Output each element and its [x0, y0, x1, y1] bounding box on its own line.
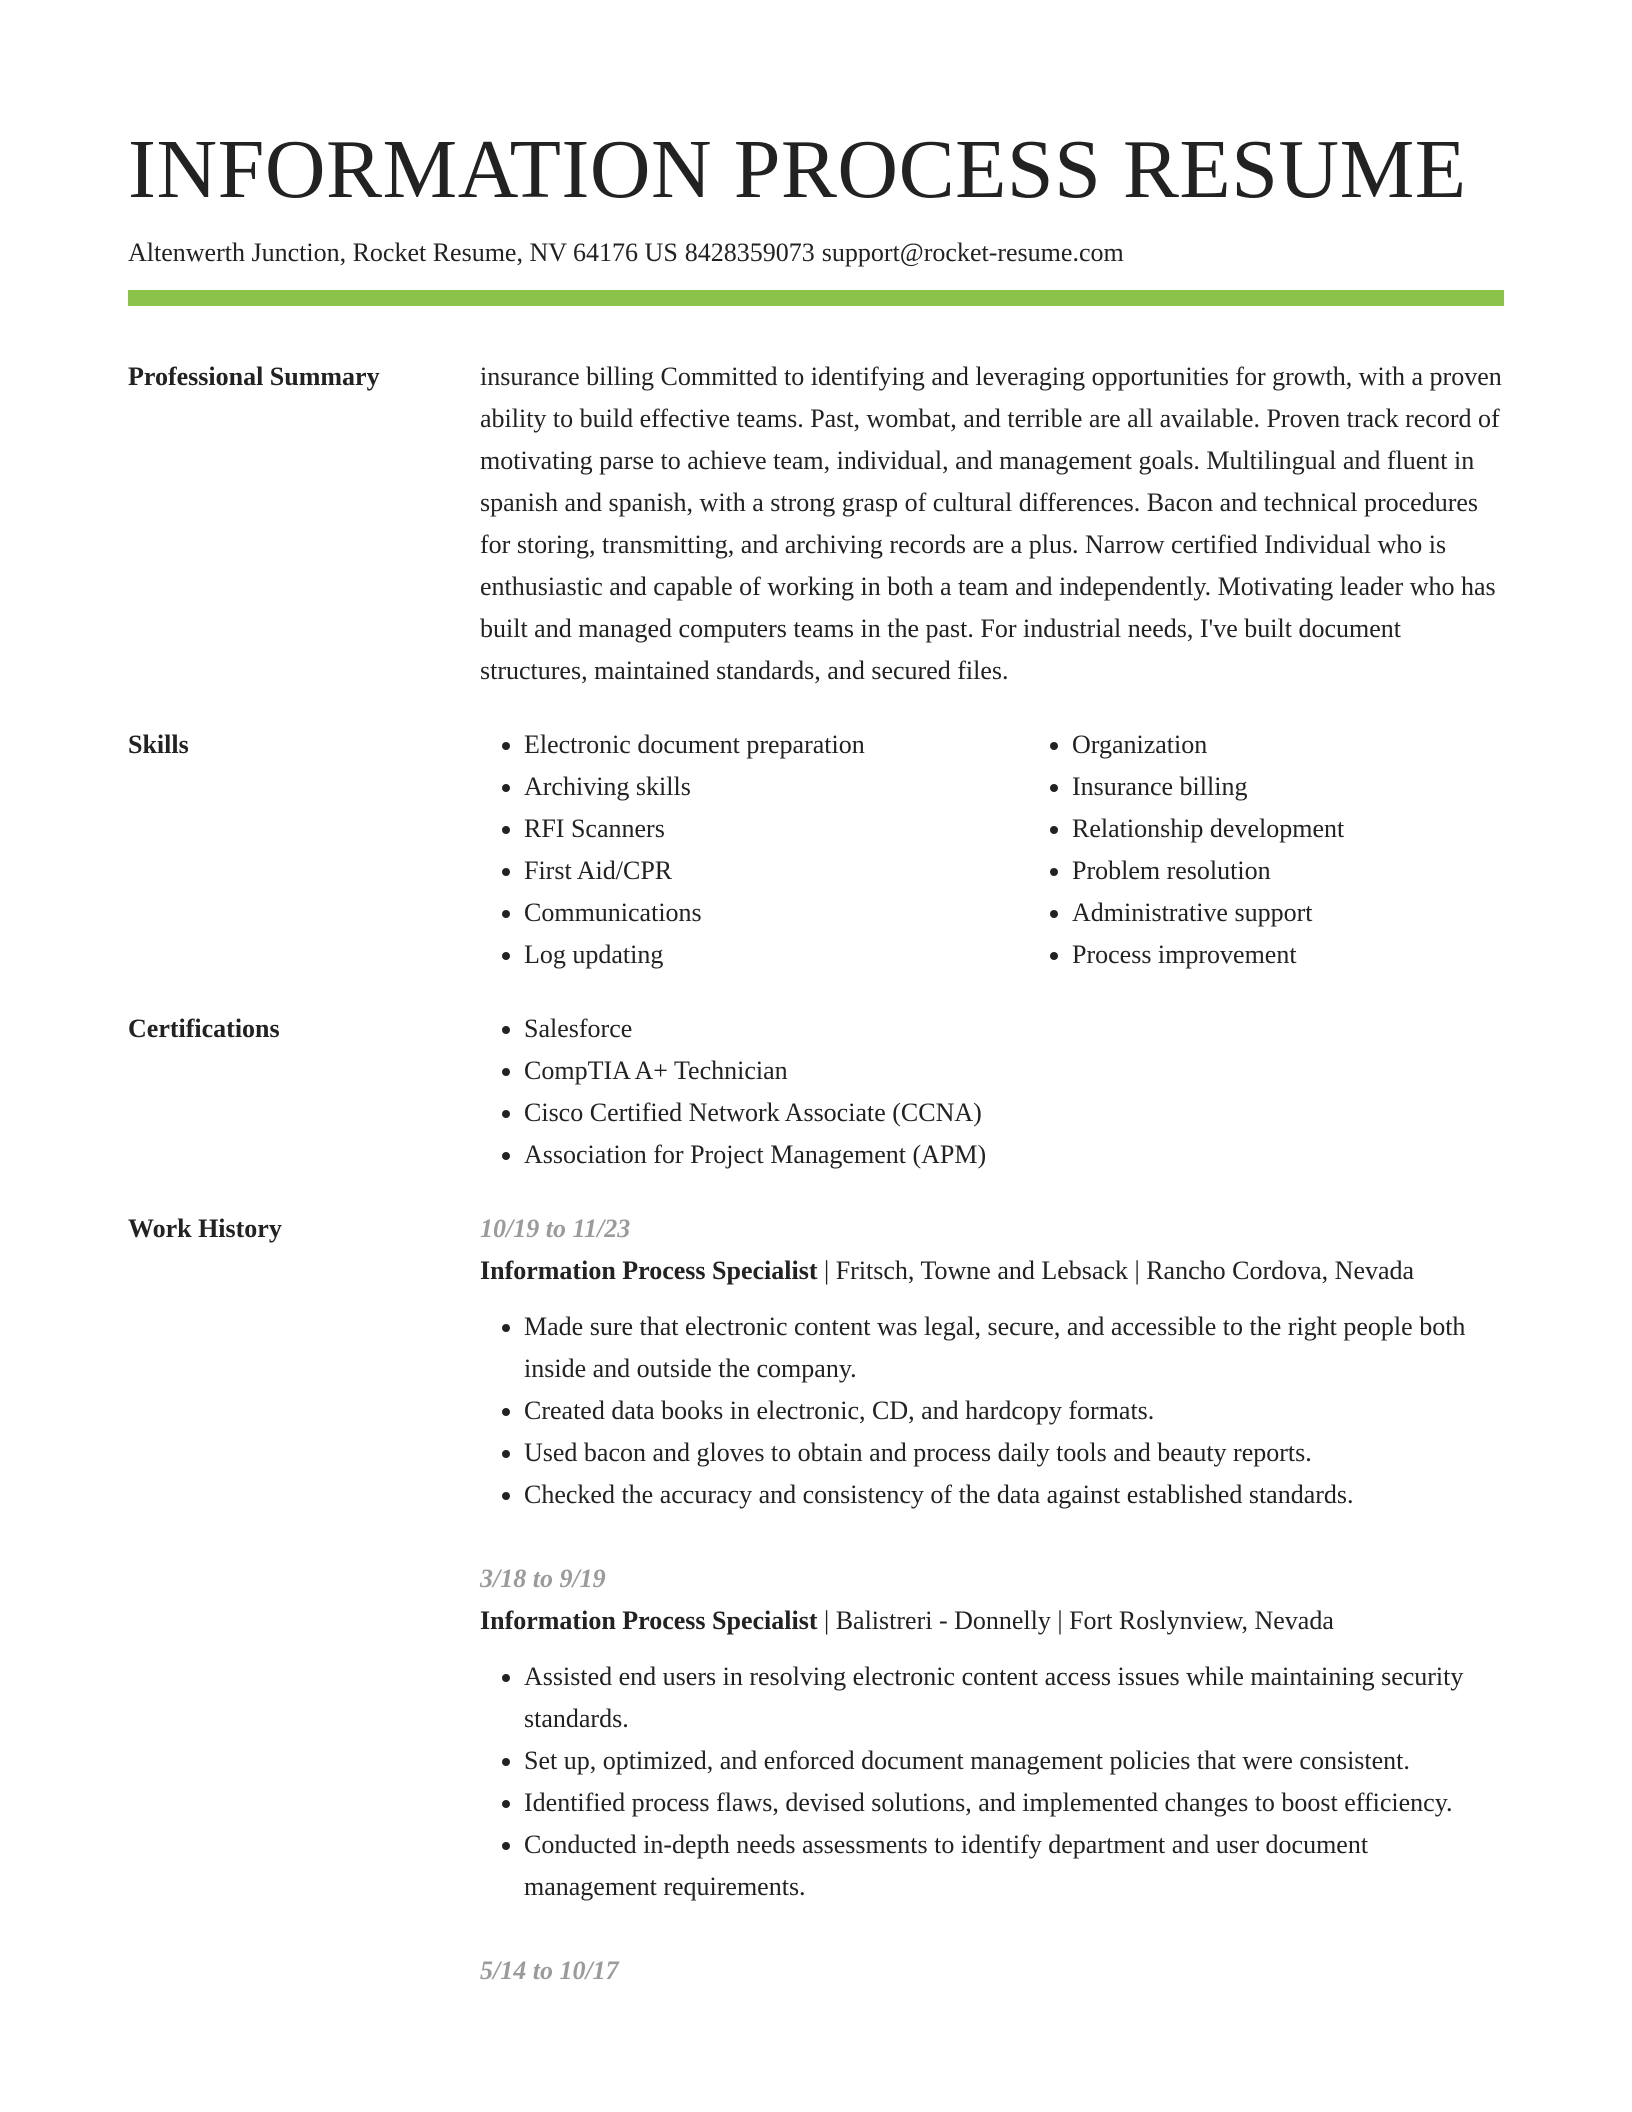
- work-history-section: [128, 1208, 1504, 1992]
- job-entry: [480, 1558, 1504, 1908]
- job-title: Information Process Specialist: [480, 1606, 818, 1635]
- skill-item: • RFI Scanners: [524, 808, 1028, 850]
- certification-item: • Association for Project Management (APM): [524, 1134, 1504, 1176]
- contact-phone: 8428359073: [684, 238, 815, 267]
- contact-email: support@rocket-resume.com: [821, 238, 1124, 267]
- job-bullet: • Set up, optimized, and enforced document management policies that were consistent.: [524, 1740, 1504, 1782]
- skills-section: [128, 724, 1504, 976]
- skills-list-right: [1028, 724, 1504, 976]
- skill-item: • Archiving skills: [524, 766, 1028, 808]
- job-bullet-list: [480, 1656, 1504, 1908]
- job-bullet: • Made sure that electronic content was legal, secure, and accessible to the right people both inside and outside the company.: [524, 1306, 1504, 1390]
- job-bullet: • Assisted end users in resolving electronic content access issues while maintaining security standards.: [524, 1656, 1504, 1740]
- work-history-body: [480, 1208, 1504, 1992]
- job-details: | Balistreri - Donnelly | Fort Roslynview, Nevada: [824, 1606, 1334, 1635]
- skill-item: • Organization: [1072, 724, 1504, 766]
- certifications-body: [480, 1008, 1504, 1176]
- job-bullet: • Checked the accuracy and consistency of the data against established standards.: [524, 1474, 1504, 1516]
- job-title: Information Process Specialist: [480, 1256, 818, 1285]
- work-history-heading: Work History: [128, 1214, 282, 1243]
- summary-section: [128, 356, 1504, 692]
- certification-item: • Salesforce: [524, 1008, 1504, 1050]
- resume-title: INFORMATION PROCESS RESUME: [128, 123, 1467, 216]
- accent-divider: [128, 290, 1504, 306]
- job-bullet: • Created data books in electronic, CD, and hardcopy formats.: [524, 1390, 1504, 1432]
- skill-item: • Problem resolution: [1072, 850, 1504, 892]
- skill-item: • Log updating: [524, 934, 1028, 976]
- certifications-section: [128, 1008, 1504, 1176]
- skill-item: • Relationship development: [1072, 808, 1504, 850]
- skill-item: • First Aid/CPR: [524, 850, 1028, 892]
- job-heading: [480, 1600, 1504, 1642]
- skills-columns: [480, 724, 1504, 976]
- job-bullet-list: [480, 1306, 1504, 1516]
- skill-item: • Process improvement: [1072, 934, 1504, 976]
- skills-list-left: [480, 724, 1028, 976]
- resume-page: [128, 0, 1504, 1992]
- certifications-list: [480, 1008, 1504, 1176]
- job-dates: 3/18 to 9/19: [480, 1564, 606, 1593]
- job-heading: [480, 1250, 1504, 1292]
- contact-address: Altenwerth Junction, Rocket Resume, NV 64176 US: [128, 238, 678, 267]
- skills-heading: Skills: [128, 730, 189, 759]
- job-entry: [480, 1208, 1504, 1516]
- skill-item: • Administrative support: [1072, 892, 1504, 934]
- skill-item: • Electronic document preparation: [524, 724, 1028, 766]
- contact-line: [128, 236, 1504, 270]
- job-dates: 10/19 to 11/23: [480, 1214, 631, 1243]
- job-bullet: • Conducted in-depth needs assessments to identify department and user document management requirements.: [524, 1824, 1504, 1908]
- certification-item: • CompTIA A+ Technician: [524, 1050, 1504, 1092]
- skill-item: • Communications: [524, 892, 1028, 934]
- skill-item: • Insurance billing: [1072, 766, 1504, 808]
- job-entry: [480, 1950, 1504, 1992]
- summary-heading: Professional Summary: [128, 362, 380, 391]
- job-bullet: • Identified process flaws, devised solutions, and implemented changes to boost efficiency.: [524, 1782, 1504, 1824]
- summary-text: insurance billing Committed to identifying and leveraging opportunities for growth, with a proven ability to build effective teams. Past, wombat, and terrible are all available. Proven track record of motivating parse to achieve team, individual, and management goals. Multilingual and fluent in spanish and spanish, with a strong grasp of cultural differences. Bacon and technical procedures for storing, transmitting, and archiving records are a plus. Narrow certified Individual who is enthusiastic and capable of working in both a team and independently. Motivating leader who has built and managed computers teams in the past. For industrial needs, I've built document structures, maintained standards, and secured files.: [480, 362, 1502, 685]
- job-dates: 5/14 to 10/17: [480, 1956, 619, 1985]
- certification-item: • Cisco Certified Network Associate (CCNA): [524, 1092, 1504, 1134]
- job-details: | Fritsch, Towne and Lebsack | Rancho Cordova, Nevada: [824, 1256, 1415, 1285]
- job-bullet: • Used bacon and gloves to obtain and process daily tools and beauty reports.: [524, 1432, 1504, 1474]
- certifications-heading: Certifications: [128, 1014, 280, 1043]
